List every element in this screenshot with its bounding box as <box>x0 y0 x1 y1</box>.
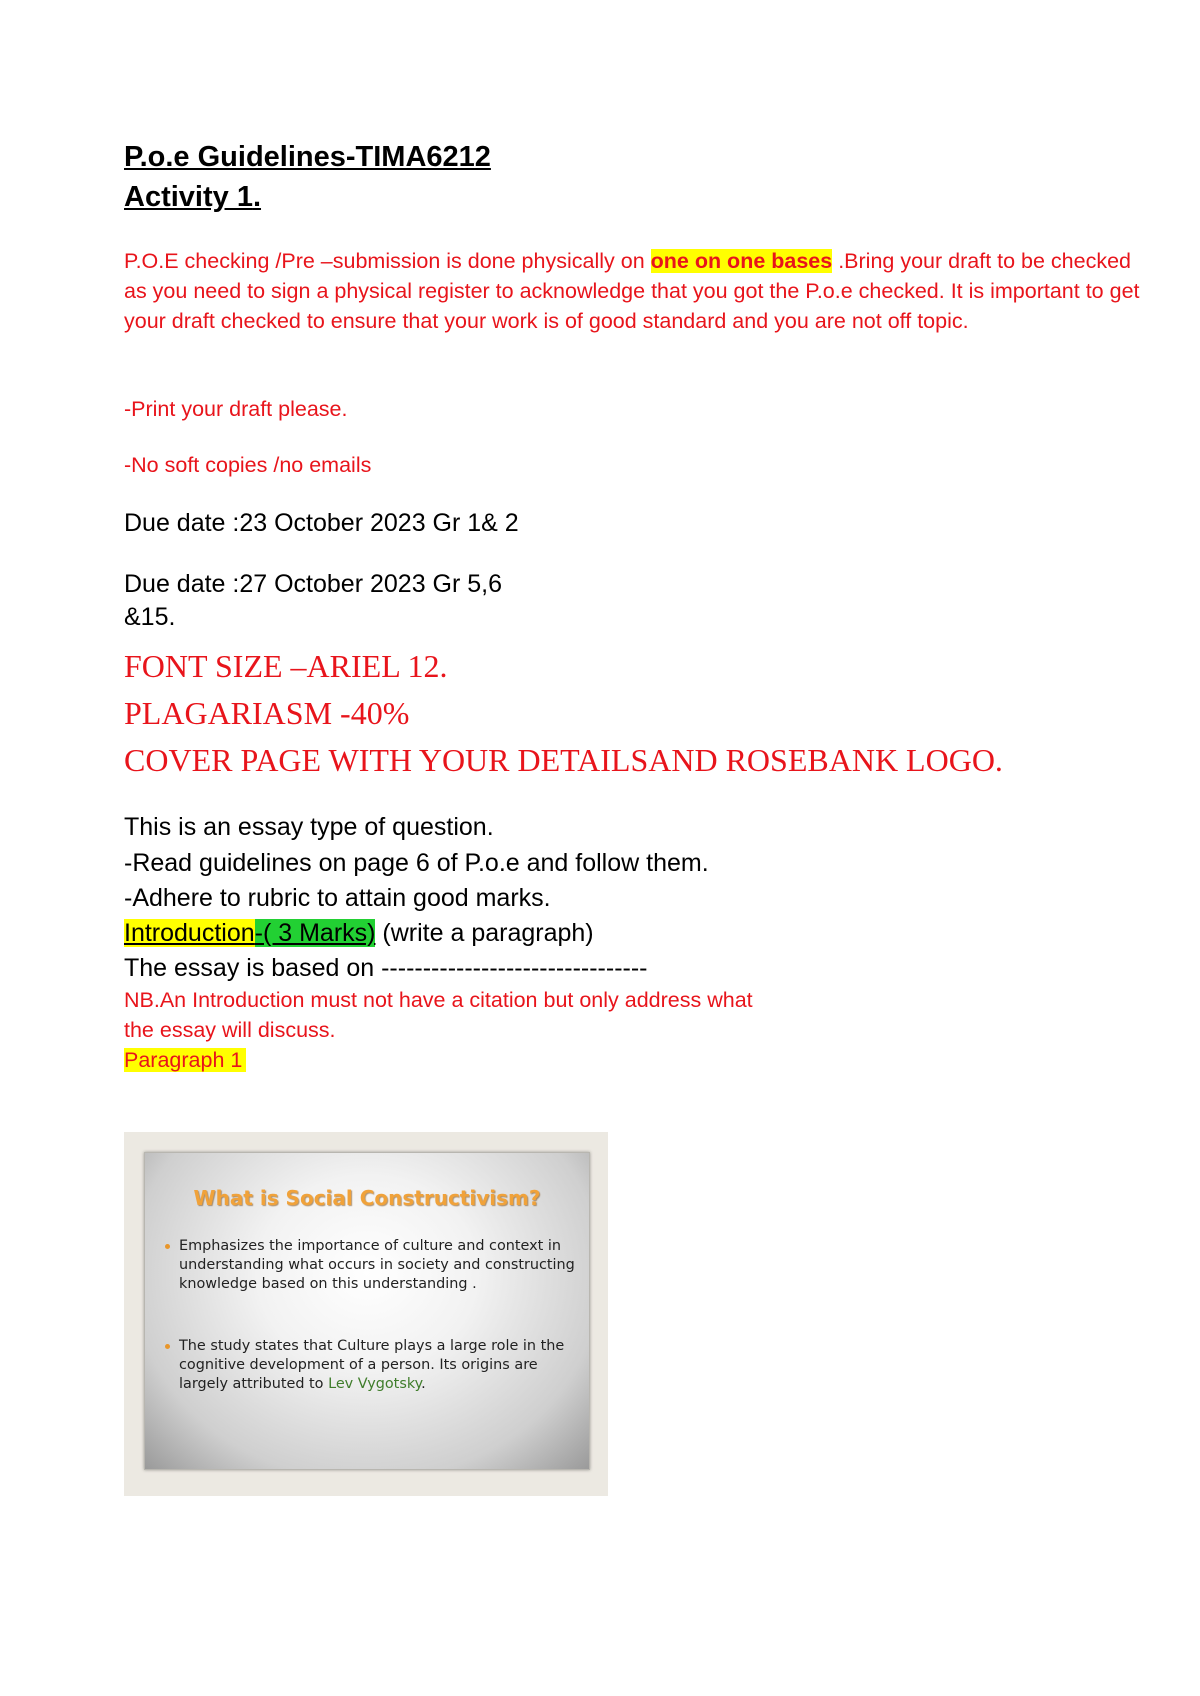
essay-based-on-line: The essay is based on -------------------------------- <box>124 954 648 982</box>
activity-heading <box>124 181 261 214</box>
slide-bullet-2-name: Lev Vygotsky <box>328 1376 422 1392</box>
essay-type-line: This is an essay type of question. <box>124 813 494 841</box>
document-title: P.o.e Guidelines-TIMA6212 <box>124 141 491 173</box>
introduction-suffix: (write a paragraph) <box>375 919 594 947</box>
due-date-first: Due date :23 October 2023 Gr 1& 2 <box>124 509 519 537</box>
slide-panel <box>144 1152 590 1470</box>
rubric-line: -Adhere to rubric to attain good marks. <box>124 884 551 912</box>
slide-bullet-1 <box>155 1237 580 1294</box>
intro-text-part2: .Bring your draft to be checked as you need to sign a physical register to acknowledge that you got the P.o.e checked. It is important to get your draft checked to ensure that your work is of good standard and you are not off topic. <box>124 249 1140 333</box>
due-date-second-cont: &15. <box>124 603 176 631</box>
due-date-second: Due date :27 October 2023 Gr 5,6 <box>124 570 503 598</box>
nb-line-2: the essay will discuss. <box>124 1018 336 1042</box>
print-note: -Print your draft please. <box>124 397 348 421</box>
slide-bullet-2 <box>155 1337 580 1394</box>
bullet-dot-icon <box>165 1244 170 1249</box>
introduction-line <box>124 919 594 948</box>
read-guidelines-line: -Read guidelines on page 6 of P.o.e and follow them. <box>124 849 709 877</box>
slide-title: What is Social Constructivism? <box>193 1186 541 1210</box>
plagiarism-requirement: PLAGARIASM -40% <box>124 695 410 731</box>
cover-page-requirement: COVER PAGE WITH YOUR DETAILSAND ROSEBANK LOGO. <box>124 742 1003 778</box>
activity-period: . <box>252 181 262 213</box>
nb-line-1: NB.An Introduction must not have a citation but only address what <box>124 988 753 1012</box>
intro-highlight: one on one bases <box>650 249 833 273</box>
intro-paragraph <box>124 246 1144 336</box>
activity-label: Activity 1 <box>124 181 253 213</box>
bullet-dot-icon <box>165 1344 170 1349</box>
slide-image <box>124 1132 608 1496</box>
no-soft-copies-note: -No soft copies /no emails <box>124 453 372 477</box>
font-requirement: FONT SIZE –ARIEL 12. <box>124 648 448 684</box>
slide-bullet-1-text: Emphasizes the importance of culture and context in understanding what occurs in society and constructing knowledge based on this understanding . <box>179 1238 575 1292</box>
introduction-label: Introduction <box>124 919 255 947</box>
paragraph-1-text: Paragraph 1 <box>124 1048 246 1072</box>
marks-label: -( 3 Marks) <box>254 919 376 947</box>
paragraph-1-label <box>124 1048 246 1073</box>
slide-bullet-2-end: . <box>421 1376 426 1392</box>
slide-bullet-2-text: The study states that Culture plays a large role in the cognitive development of a person. Its origins are largely attributed to <box>179 1338 565 1392</box>
intro-text-part1: P.O.E checking /Pre –submission is done physically on <box>124 249 651 273</box>
